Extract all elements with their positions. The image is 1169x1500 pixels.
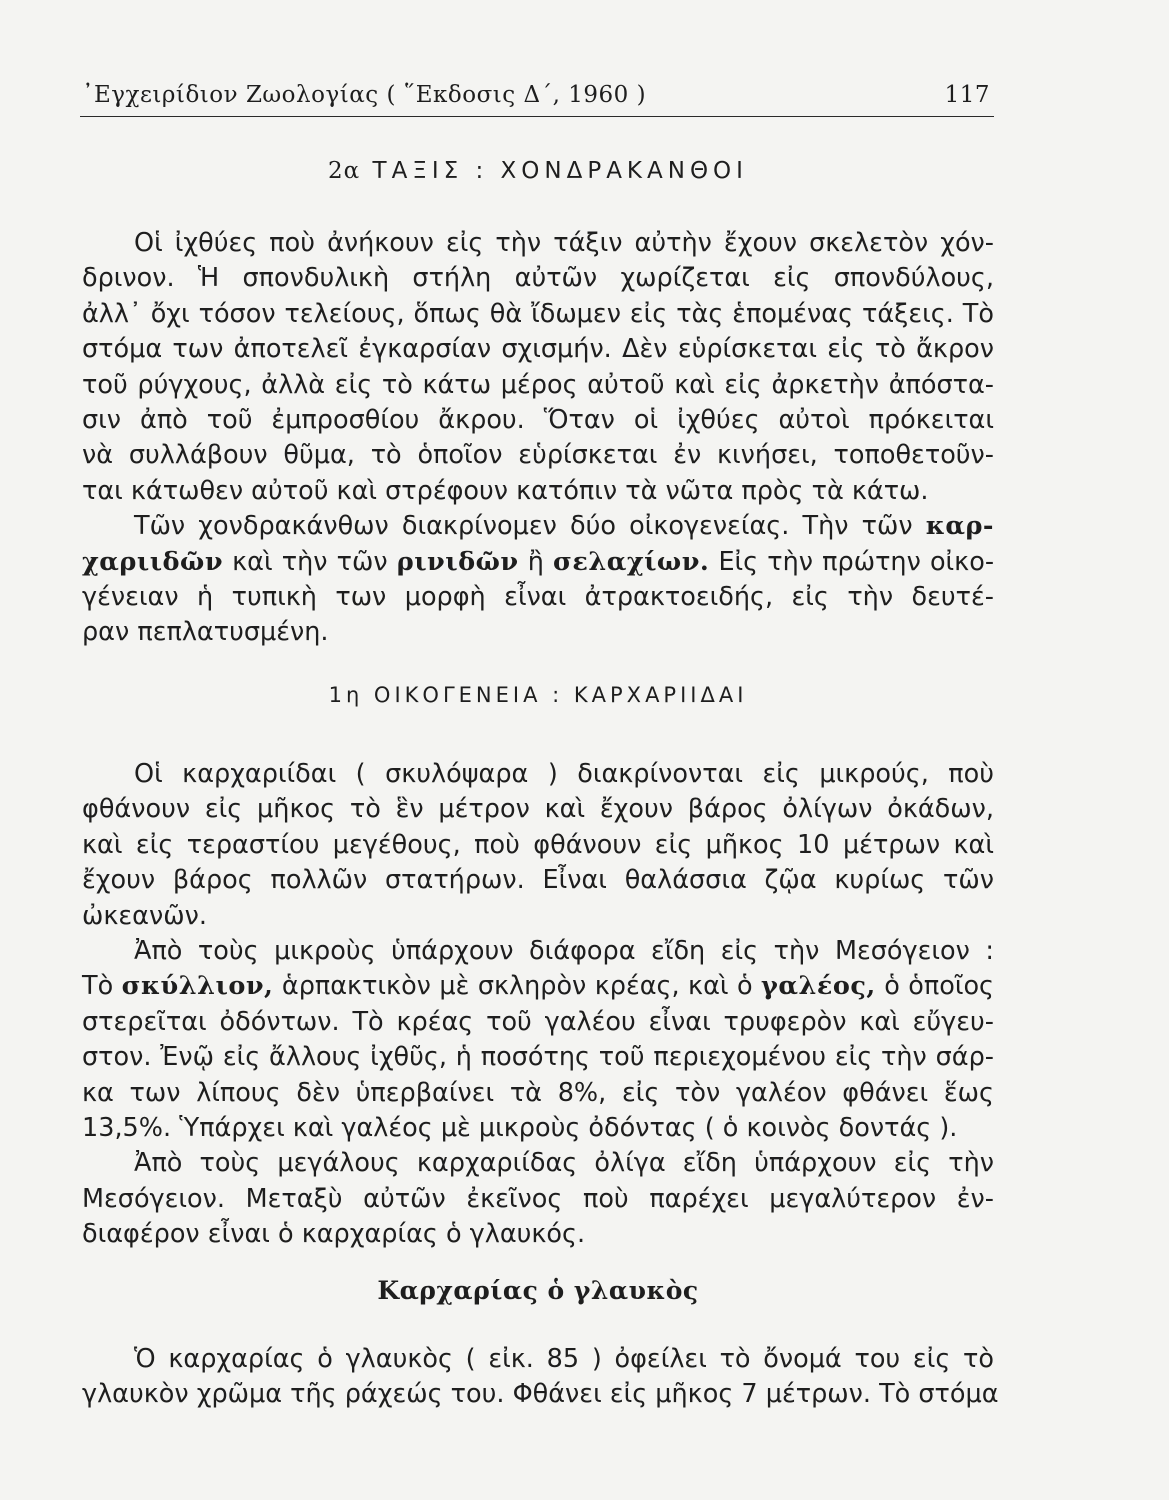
text-block-family [82, 757, 994, 1252]
paragraph-line: στερεῖται ὀδόντων. Τὸ κρέας τοῦ γαλέου εἶναι τρυφερὸν καὶ εὔγευ- [82, 1006, 994, 1037]
text-block-order [82, 226, 994, 651]
paragraph-line: στον. Ἐνῷ εἰς ἄλλους ἰχθῦς, ἡ ποσότης τοῦ περιεχομένου εἰς τὴν σάρ- [82, 1042, 994, 1073]
paragraph-line: ἔχουν βάρος πολλῶν στατήρων. Εἶναι θαλάσσια ζῷα κυρίως τῶν [82, 865, 994, 896]
bold-term: γαλέος, [761, 971, 876, 1002]
running-head-title: ᾿Εγχειρίδιον Ζωολογίας ( ῞Εκδοσις Δ΄, 1960 ) [82, 82, 647, 108]
running-head [82, 82, 994, 116]
paragraph-line [82, 545, 994, 580]
text-run: Τῶν χονδρακάνθων διακρίνομεν δύο οἰκογενείας. Τὴν τῶν [134, 511, 913, 542]
paragraph-line: γένειαν ἡ τυπικὴ των μορφὴ εἶναι ἀτρακτοειδής, εἰς τὴν δευτέ- [82, 581, 994, 612]
paragraph-line: κα των λίπους δὲν ὑπερβαίνει τὰ 8%, εἰς τὸν γαλέον φθάνει ἕως [82, 1077, 994, 1108]
family-heading: 1η ΟΙΚΟΓΕΝΕΙΑ : ΚΑΡΧΑΡΙΙΔΑΙ [328, 683, 748, 707]
paragraph-line: 13,5%. Ὑπάρχει καὶ γαλέος μὲ μικροὺς ὀδόντας ( ὁ κοινὸς δοντάς ). [82, 1112, 958, 1143]
paragraph-line: Ὁ καρχαρίας ὁ γλαυκὸς ( εἰκ. 85 ) ὀφείλει τὸ ὄνομά του εἰς τὸ [134, 1344, 994, 1374]
paragraph-line: ἀλλ᾿ ὄχι τόσον τελείους, ὅπως θὰ ἴδωμεν εἰς τὰς ἑπομένας τάξεις. Τὸ [82, 298, 994, 329]
text-run: Τὸ [82, 971, 114, 1002]
paragraph-line: σιν ἀπὸ τοῦ ἐμπροσθίου ἄκρου. Ὅταν οἱ ἰχθύες αὐτοὶ πρόκειται [82, 404, 994, 435]
paragraph-line: καὶ εἰς τεραστίου μεγέθους, ποὺ φθάνουν εἰς μῆκος 10 μέτρων καὶ [82, 829, 994, 860]
paragraph-line: στόμα των ἀποτελεῖ ἐγκαρσίαν σχισμήν. Δὲν εὑρίσκεται εἰς τὸ ἄκρον [82, 334, 994, 365]
paragraph-line: Οἱ ἰχθύες ποὺ ἀνήκουν εἰς τὴν τάξιν αὐτὴν ἔχουν σκελετὸν χόν- [134, 228, 994, 258]
text-run: ὁ ὁποῖος [884, 971, 995, 1002]
paragraph-line: ραν πεπλατυσμένη. [82, 617, 329, 648]
bold-term: καρ- [925, 511, 994, 542]
text-run: Εἰς τὴν πρώτην οἰκο- [718, 546, 995, 577]
bold-term: σκύλλιον, [121, 971, 274, 1002]
paragraph-line: φθάνουν εἰς μῆκος τὸ ἓν μέτρον καὶ ἔχουν βάρος ὀλίγων ὀκάδων, [82, 794, 994, 825]
header-rule [80, 116, 994, 117]
text-run: καὶ τὴν τῶν [232, 546, 388, 577]
paragraph-line: Ἀπὸ τοὺς μικροὺς ὑπάρχουν διάφορα εἴδη εἰς τὴν Μεσόγειον : [134, 935, 994, 966]
paragraph-line [82, 509, 994, 544]
text-block-species [82, 1342, 999, 1413]
order-heading-number: 2α [328, 158, 361, 184]
paragraph-line: διαφέρον εἶναι ὁ καρχαρίας ὁ γλαυκός. [82, 1219, 586, 1250]
paragraph-line [82, 969, 994, 1004]
paragraph-line: ται κάτωθεν αὐτοῦ καὶ στρέφουν κατόπιν τὰ νῶτα πρὸς τὰ κάτω. [82, 475, 929, 506]
text-run: ἢ [527, 546, 544, 577]
order-heading [82, 158, 994, 184]
paragraph-line: τοῦ ρύγχους, ἀλλὰ εἰς τὸ κάτω μέρος αὐτοῦ καὶ εἰς ἀρκετὴν ἀπόστα- [82, 369, 994, 400]
paragraph-line: Οἱ καρχαριίδαι ( σκυλόψαρα ) διακρίνονται εἰς μικρούς, ποὺ [134, 759, 994, 789]
bold-term: χαριιδῶν [82, 546, 224, 577]
species-heading: Καρχαρίας ὁ γλαυκὸς [377, 1276, 699, 1305]
page-number: 117 [944, 82, 990, 108]
bold-term: σελαχίων. [553, 546, 710, 577]
order-heading-text: ΤΑΞΙΣ : ΧΟΝΔΡΑΚΑΝΘΟΙ [372, 158, 748, 184]
bold-term: ρινιδῶν [396, 546, 519, 577]
paragraph-line: ὠκεανῶν. [82, 900, 207, 931]
paragraph-line: νὰ συλλάβουν θῦμα, τὸ ὁποῖον εὑρίσκεται ἐν κινήσει, τοποθετοῦν- [82, 440, 994, 471]
text-run: ἁρπακτικὸν μὲ σκληρὸν κρέας, καὶ ὁ [281, 971, 753, 1002]
paragraph-line: δρινον. Ἡ σπονδυλικὴ στήλη αὐτῶν χωρίζεται εἰς σπονδύλους, [82, 263, 994, 294]
paragraph-line: Ἀπὸ τοὺς μεγάλους καρχαριίδας ὀλίγα εἴδη ὑπάρχουν εἰς τὴν [134, 1148, 994, 1179]
paragraph-line: Μεσόγειον. Μεταξὺ αὐτῶν ἐκεῖνος ποὺ παρέχει μεγαλύτερον ἐν- [82, 1183, 994, 1214]
paragraph-line: γλαυκὸν χρῶμα τῆς ράχεώς του. Φθάνει εἰς μῆκος 7 μέτρων. Τὸ στόμα [82, 1379, 999, 1410]
